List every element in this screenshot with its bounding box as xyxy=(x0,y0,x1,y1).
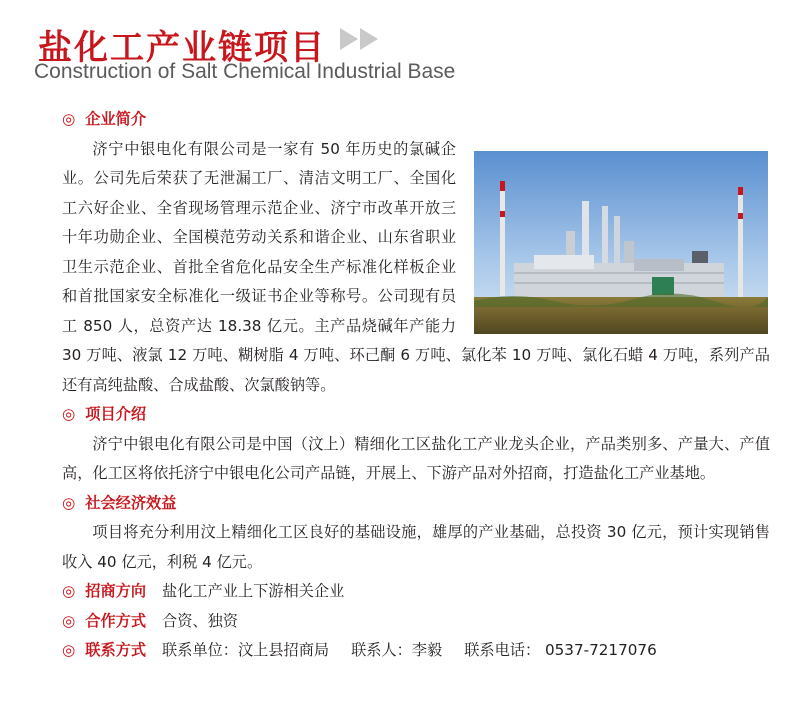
cooperation-mode-row: ◎ 合作方式 合资、独资 xyxy=(62,611,238,630)
contact-row: ◎ 联系方式 联系单位：汶上县招商局 联系人：李毅 联系电话： 0537-7217076 xyxy=(62,641,657,659)
section-heading-project: ◎ 项目介绍 xyxy=(62,405,147,423)
company-intro-text: 济宁中银电化有限公司是一家有 50 年历史的氯碱企业。公司先后荣获了无泄漏工厂、清洁文明工厂、全国化工六好企业、全省现场管理示范企业、济宁市改革开放三十年功勋企业、全国模范劳动关系和谐企业、山东省职业卫生示范企业、首批全省危化品安全生产标准化样板企业和首批国家安全标准化一级证书企业等称号。公司现有员工 850 人，总资产达 18.38 亿元。主产品烧碱年产能力 30 万吨、液氯 12 万吨、糊树脂 4 万吨、环己酮 6 万吨、氯化苯 10 万吨、氯化石蜡 4 万吨，系列产品还有高纯盐酸、合成盐酸、次氯酸钠等。 xyxy=(62,139,770,394)
contact-person: 联系人：李毅 xyxy=(351,641,443,659)
circle-marker-icon: ◎ xyxy=(62,582,76,600)
circle-marker-icon: ◎ xyxy=(62,405,76,423)
investment-direction-value: 盐化工产业上下游相关企业 xyxy=(162,582,345,600)
benefit-text: 项目将充分利用汶上精细化工区良好的基础设施，雄厚的产业基础，总投资 30 亿元，预计实现销售收入 40 亿元，利税 4 亿元。 xyxy=(62,523,770,571)
investment-direction-row: ◎ 招商方向 盐化工产业上下游相关企业 xyxy=(62,582,345,600)
contact-unit: 联系单位：汶上县招商局 xyxy=(162,641,330,659)
cooperation-mode-value: 合资、独资 xyxy=(162,611,238,630)
double-arrow-icon xyxy=(340,28,384,50)
contact-phone: 联系电话： 0537-7217076 xyxy=(464,641,657,659)
circle-marker-icon: ◎ xyxy=(62,110,76,128)
article-body xyxy=(62,105,770,666)
section-heading-benefit: ◎ 社会经济效益 xyxy=(62,493,177,512)
circle-marker-icon: ◎ xyxy=(62,493,76,512)
factory-photo xyxy=(474,151,768,334)
circle-marker-icon: ◎ xyxy=(62,641,76,659)
section-heading-company: ◎ 企业简介 xyxy=(62,110,147,128)
page-subtitle: Construction of Salt Chemical Industrial Base xyxy=(34,60,456,83)
project-intro-text: 济宁中银电化有限公司是中国（汶上）精细化工区盐化工产业龙头企业，产品类别多、产量大、产值高，化工区将依托济宁中银电化公司产品链，开展上、下游产品对外招商，打造盐化工产业基地。 xyxy=(62,434,770,482)
circle-marker-icon: ◎ xyxy=(62,611,76,630)
page-title: 盐化工产业链项目 xyxy=(38,28,326,68)
